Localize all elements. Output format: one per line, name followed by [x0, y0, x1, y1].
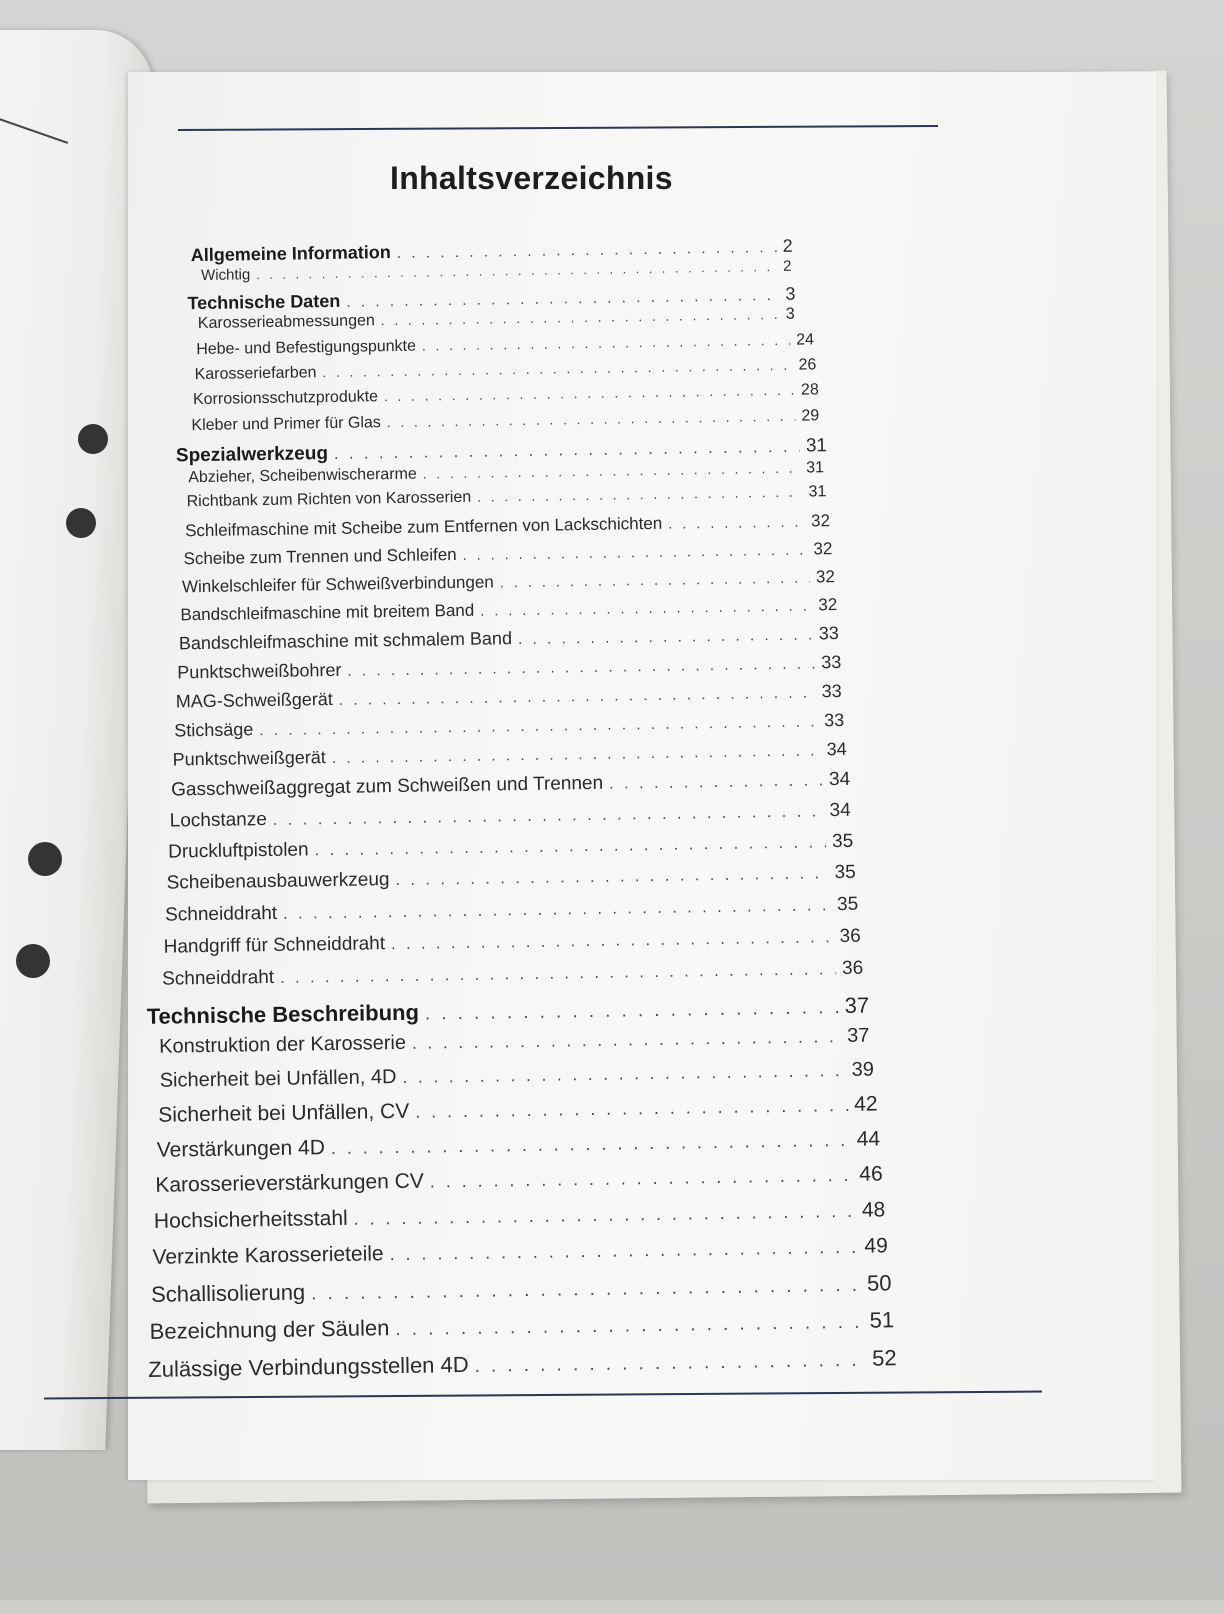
toc-entry-label: Zulässige Verbindungsstellen 4D: [148, 1351, 469, 1382]
toc-entry: [148, 1345, 902, 1383]
toc-leader-dots: [395, 1311, 864, 1340]
toc-leader-dots: [500, 570, 810, 591]
toc-entry-page: 24: [796, 331, 815, 349]
toc-leader-dots: [609, 771, 823, 793]
toc-entry-page: 31: [805, 435, 828, 457]
page-title: Inhaltsverzeichnis: [390, 160, 673, 196]
toc-leader-dots: [311, 1274, 861, 1305]
toc-leader-dots: [423, 461, 801, 482]
toc-entry-label: Punktschweißbohrer: [177, 659, 342, 683]
toc-entry-label: Kleber und Primer für Glas: [191, 414, 381, 435]
toc-leader-dots: [339, 684, 816, 709]
toc-leader-dots: [412, 1027, 841, 1054]
toc-entry-label: Hochsicherheitsstahl: [153, 1206, 348, 1233]
toc-entry-page: 32: [818, 595, 838, 615]
toc-entry: [187, 483, 839, 511]
toc-leader-dots: [475, 1349, 867, 1377]
toc-entry-page: 51: [869, 1307, 895, 1333]
toc-entry-page: 46: [859, 1162, 883, 1186]
toc-entry-page: 34: [828, 768, 851, 791]
toc-entry: [174, 710, 854, 742]
toc-entry: [149, 1307, 899, 1345]
toc-entry: [196, 331, 826, 359]
toc-entry-page: 33: [821, 651, 842, 673]
toc-leader-dots: [395, 864, 828, 890]
toc-entry-label: Stichsäge: [174, 719, 254, 741]
toc-entry-label: Schleifmaschine mit Scheibe zum Entfernen von Lackschichten: [184, 513, 663, 541]
toc-entry-page: 37: [844, 992, 870, 1018]
toc-entry-label: Winkelschleifer für Schweißverbindungen: [181, 572, 494, 597]
toc-entry-page: 44: [856, 1127, 881, 1151]
toc-leader-dots: [347, 655, 815, 680]
toc-entry: [191, 407, 831, 435]
toc-leader-dots: [477, 485, 803, 505]
toc-leader-dots: [463, 542, 808, 563]
toc-entry-page: 35: [836, 893, 859, 916]
toc-entry-label: Bandschleifmaschine mit breitem Band: [180, 600, 475, 625]
toc-entry-page: 35: [831, 830, 854, 853]
toc-entry: [163, 926, 869, 959]
toc-entry-label: Karosserieabmessungen: [197, 312, 375, 333]
toc-entry-page: 3: [785, 283, 796, 304]
toc-entry-label: Sicherheit bei Unfällen, CV: [158, 1099, 410, 1127]
toc-entry-page: 37: [846, 1024, 870, 1047]
toc-entry: [195, 356, 829, 384]
toc-entry-label: Scheibe zum Trennen und Schleifen: [183, 545, 457, 569]
toc-entry-page: 36: [839, 925, 861, 948]
toc-entry: [169, 800, 859, 833]
toc-leader-dots: [387, 409, 796, 430]
toc-entry-label: Schneiddraht: [164, 902, 278, 926]
toc-entry-page: 33: [824, 709, 845, 731]
toc-entry-page: 32: [813, 539, 833, 559]
toc-entry-page: 32: [815, 567, 835, 587]
toc-entry: [162, 958, 872, 991]
toc-entry-page: 29: [801, 407, 820, 425]
toc-entry-page: 31: [806, 459, 825, 477]
toc-entry-label: Technische Beschreibung: [146, 999, 420, 1029]
toc-leader-dots: [280, 960, 836, 988]
toc-leader-dots: [518, 626, 813, 649]
toc-entry-label: Lochstanze: [169, 809, 268, 832]
toc-leader-dots: [422, 333, 790, 354]
toc-entry-page: 2: [782, 235, 793, 256]
toc-entry: [183, 539, 843, 569]
toc-leader-dots: [354, 1201, 857, 1230]
toc-entry: [158, 1092, 884, 1127]
toc-entry-page: 33: [821, 680, 842, 702]
toc-entry-label: Scheibenausbauwerkzeug: [166, 869, 390, 894]
toc-leader-dots: [480, 598, 812, 619]
toc-entry: [193, 381, 831, 409]
toc-entry-label: Punktschweißgerät: [172, 747, 326, 770]
toc-leader-dots: [389, 1237, 858, 1265]
toc-entry-label: Gasschweißaggregat zum Schweißen und Trennen: [171, 772, 604, 801]
toc-entry-page: 34: [826, 738, 847, 760]
toc-entry-label: Karosseriefarben: [194, 364, 317, 384]
toc-entry-label: Schneiddraht: [161, 966, 275, 990]
toc-entry-label: Korrosionsschutzprodukte: [192, 388, 379, 409]
toc-entry-page: 31: [808, 483, 827, 501]
toc-entry-page: 32: [810, 511, 831, 531]
toc-entry: [179, 623, 849, 655]
toc-entry: [168, 831, 862, 864]
toc-entry-page: 48: [861, 1198, 886, 1222]
toc-entry-label: Richtbank zum Richten von Karosserien: [186, 488, 472, 511]
toc-entry: [151, 1270, 897, 1308]
toc-entry: [152, 1234, 894, 1270]
toc-entry-label: Allgemeine Information: [190, 242, 391, 266]
toc-leader-dots: [391, 928, 834, 954]
toc-entry-page: 2: [782, 257, 792, 275]
toc-entry-label: Spezialwerkzeug: [175, 443, 329, 467]
toc-entry-page: 33: [818, 623, 839, 644]
toc-leader-dots: [322, 358, 792, 380]
toc-leader-dots: [332, 742, 821, 768]
toc-entry-page: 39: [851, 1058, 875, 1081]
toc-entry: [180, 595, 848, 625]
toc-entry-label: Konstruktion der Karosserie: [159, 1031, 407, 1058]
toc-entry-label: Bandschleifmaschine mit schmalem Band: [178, 628, 513, 654]
toc-entry: [176, 681, 852, 713]
toc-entry: [185, 511, 841, 541]
toc-entry-label: Bezeichnung der Säulen: [149, 1315, 390, 1344]
toc-entry-label: Verzinkte Karosserieteile: [152, 1242, 384, 1269]
toc-entry: [157, 1127, 887, 1162]
toc-entry: [171, 769, 859, 802]
toc-leader-dots: [668, 515, 805, 533]
toc-entry: [147, 992, 875, 1029]
toc-leader-dots: [283, 896, 831, 924]
toc-entry-label: Schallisolierung: [150, 1279, 306, 1307]
toc-entry-page: 36: [841, 957, 864, 980]
toc-entry-label: Technische Daten: [187, 290, 341, 314]
toc-entry: [155, 1162, 889, 1198]
toc-entry: [154, 1198, 892, 1234]
toc-entry: [182, 567, 846, 597]
toc-entry-page: 52: [871, 1345, 897, 1371]
toc-entry-label: MAG-Schweißgerät: [175, 688, 333, 712]
toc-entry-page: 42: [854, 1092, 878, 1116]
toc-entry: [173, 739, 857, 771]
toc-leader-dots: [430, 1165, 854, 1193]
toc-entry: [160, 1058, 882, 1092]
toc-entry-label: Abzieher, Scheibenwischerarme: [188, 465, 417, 487]
toc-entry-label: Sicherheit bei Unfällen, 4D: [159, 1066, 397, 1092]
toc-entry-label: Verstärkungen 4D: [156, 1136, 326, 1162]
toc-entry: [165, 894, 867, 927]
toc-entry-page: 26: [798, 356, 817, 374]
toc-leader-dots: [402, 1061, 845, 1088]
toc-entry-page: 3: [785, 305, 795, 323]
toc-leader-dots: [259, 713, 818, 740]
toc-leader-dots: [331, 1130, 851, 1159]
toc-entry: [177, 652, 851, 684]
toc-entry: [159, 1024, 877, 1058]
toc-leader-dots: [415, 1095, 848, 1123]
toc-entry-label: Wichtig: [200, 266, 251, 284]
toc-leader-dots: [273, 802, 824, 830]
toc-entry-page: 35: [834, 861, 856, 884]
toc-leader-dots: [384, 383, 795, 404]
toc-entry-page: 28: [800, 381, 819, 399]
toc-entry-label: Handgriff für Schneiddraht: [163, 933, 386, 958]
toc-leader-dots: [314, 833, 826, 860]
toc-entry: [166, 862, 864, 895]
toc-entry-label: Druckluftpistolen: [167, 839, 309, 863]
toc-entry-page: 49: [864, 1234, 888, 1258]
toc-entry-label: Karosserieverstärkungen CV: [155, 1169, 425, 1197]
toc-entry-page: 34: [829, 799, 851, 822]
toc-entry-page: 50: [866, 1270, 892, 1296]
toc-entry-label: Hebe- und Befestigungspunkte: [196, 337, 417, 359]
toc-leader-dots: [425, 996, 839, 1024]
